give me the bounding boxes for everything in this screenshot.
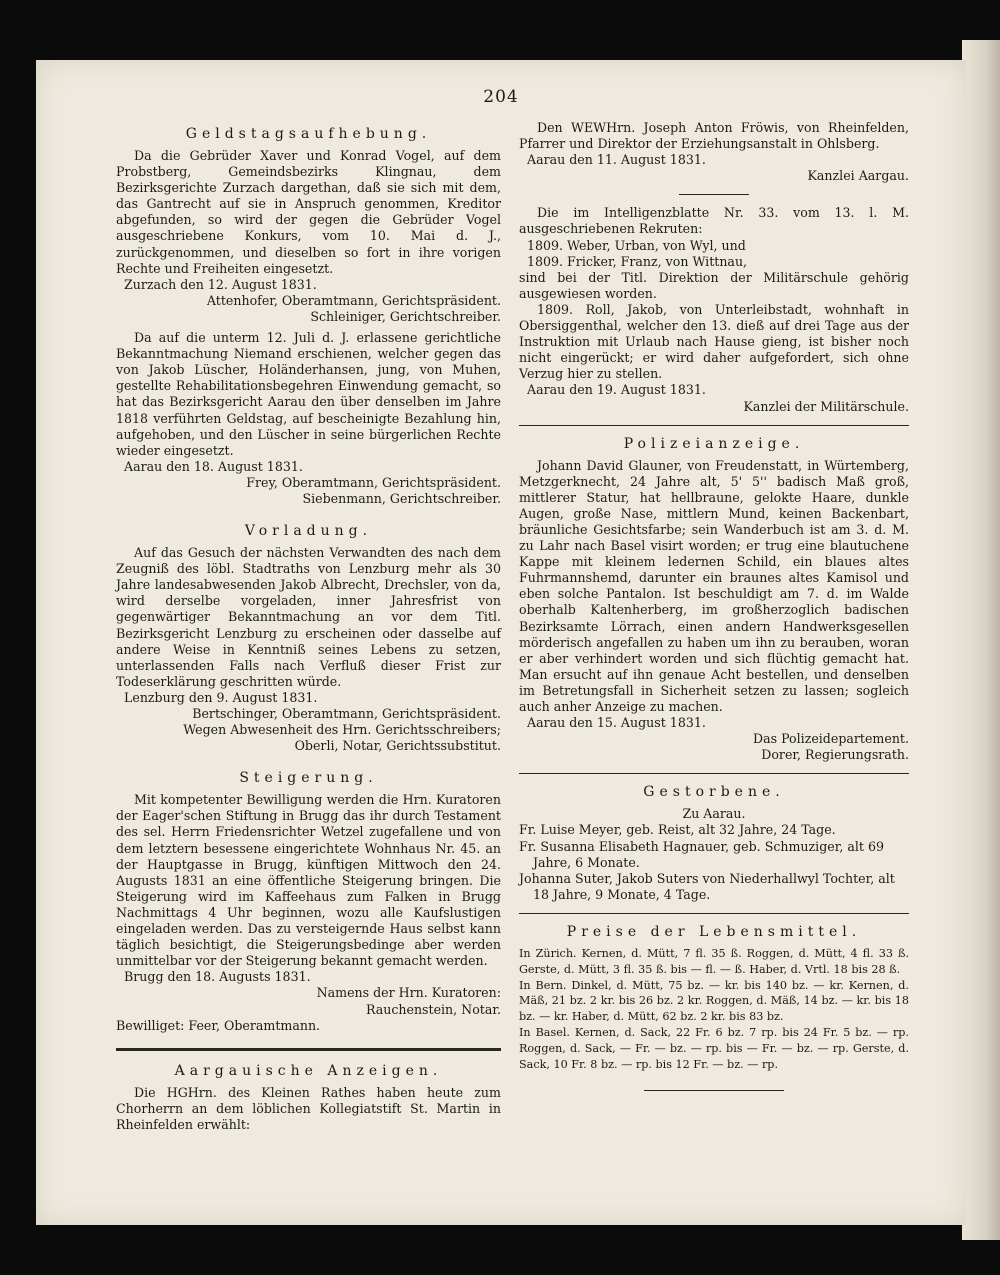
death-entry: Fr. Susanna Elisabeth Hagnauer, geb. Schmuziger, alt 69 Jahre, 6 Monate. bbox=[519, 838, 884, 870]
notice-signature: Oberli, Notar, Gerichtssubstitut. bbox=[294, 738, 501, 754]
notice-signature: Schleiniger, Gerichtschreiber. bbox=[310, 308, 501, 324]
price-entry-bern: In Bern. Dinkel, d. Mütt, 75 bz. — kr. bis 140 bz. — kr. Kernen, d. Mäß, 21 bz. 2 kr. bis 26 bz. 2 kr. Roggen, d. Mäß, 14 bz. — kr. bis 18 bz. — kr. Haber, d. Mütt, 62 bz. 2 kr. bis 83 bz. bbox=[519, 978, 909, 1024]
section-divider bbox=[679, 194, 749, 195]
notice-date: Aarau den 11. August 1831. bbox=[527, 152, 706, 168]
notice-signature: Rauchenstein, Notar. bbox=[365, 1001, 501, 1017]
notice-signature: Das Polizeidepartement. bbox=[753, 731, 909, 747]
notice-chorherr bbox=[519, 120, 909, 184]
notice-vorladung bbox=[116, 523, 501, 754]
end-divider bbox=[644, 1090, 784, 1091]
notice-body: Mit kompetenter Bewilligung werden die Hrn. Kuratoren der Eager'schen Stiftung in Brugg das ihr durch Testament des sel. Herrn Friedensrichter Wetzel zugefallene und von dem letztern besessene eingerichtete Wohnhaus Nr. 45. an der Hauptgasse in Brugg, künftigen Mittwoch den 24. Augusts 1831 an eine öffentliche Steigerung bringen. Die Steigerung wird im Kaffeehaus zum Falken in Brugg Nachmittags 4 Uhr beginnen, wozu alle Kaufslustigen eingeladen werden. Das zu versteigernde Haus selbst kann täglich besichtigt, die Steigerungsbedinge aber werden unmittelbar vor der Steigerung bekannt gemacht werden. bbox=[116, 792, 501, 969]
notice-body: Da die Gebrüder Xaver und Konrad Vogel, auf dem Probstberg, Gemeindsbezirks Klingnau, dem Bezirksgerichte Zurzach dargethan, daß sie sich mit dem, das Gantrecht auf sie in Anspruch genommen, Kreditor abgefunden, so wird der gegen die Gebrüder Vogel ausgeschriebene Konkurs, vom 10. Mai d. J., zurückgenommen, und dieselben so fort in ihre vorigen Rechte und Freiheiten eingesetzt. bbox=[116, 148, 501, 276]
adjacent-page-edge bbox=[962, 40, 1000, 1240]
notice-signature: Namens der Hrn. Kuratoren: bbox=[316, 985, 501, 1001]
notice-body: Johann David Glauner, von Freudenstatt, in Würtemberg, Metzgerknecht, 24 Jahre alt, 5' 5'' badisch Maß groß, mittlerer Statur, hat hellbraune, gelokte Haare, dunkle Augen, große Nase, mittlern Mund, keinen Backenbart, bräunliche Gesichtsfarbe; sein Wanderbuch ist am 3. d. M. zu Lahr nach Basel visirt worden; er trug eine blautuchene Kappe mit kleinem ledernen Schild, ein blaues altes Fuhrmannshemd, darunter ein braunes altes Kamisol und eben solche Pantalon. Ist beschuldigt am 7. d. im Walde oberhalb Kaltenherberg, im großherzoglich badischen Bezirksamte Lörrach, einen andern Handwerksgesellen mörderisch angefallen zu haben um ihn zu berauben, woran er aber verhindert worden und sich flüchtig gemacht hat. Man ersucht auf ihn genaue Acht bestellen, und denselben im Betretungsfall in Sicherheit setzen zu lassen; sogleich auch anher Anzeige zu machen. bbox=[519, 457, 909, 714]
notice-steigerung bbox=[116, 770, 501, 1033]
right-column bbox=[519, 120, 909, 1097]
notice-aargauische-anzeigen bbox=[116, 1063, 501, 1133]
notice-date: Aarau den 15. August 1831. bbox=[527, 715, 706, 731]
notice-approval: Bewilliget: Feer, Oberamtmann. bbox=[116, 1017, 321, 1033]
notice-body: Die HGHrn. des Kleinen Rathes haben heute zum Chorherrn an dem löblichen Kollegiatstift St. Martin in Rheinfelden erwählt: bbox=[116, 1084, 501, 1132]
notice-signature: Attenhofer, Oberamtmann, Gerichtspräsident. bbox=[206, 292, 501, 308]
notice-rekruten bbox=[519, 205, 909, 414]
notice-signature: Kanzlei Aargau. bbox=[807, 168, 909, 184]
notice-signature: Kanzlei der Militärschule. bbox=[743, 398, 909, 414]
section-divider bbox=[519, 913, 909, 914]
notice-date: Lenzburg den 9. August 1831. bbox=[124, 689, 318, 705]
death-entry: Fr. Luise Meyer, geb. Reist, alt 32 Jahre, 24 Tage. bbox=[519, 822, 836, 838]
notice-signature: Frey, Oberamtmann, Gerichtspräsident. bbox=[246, 474, 501, 490]
death-entry: Johanna Suter, Jakob Suters von Niederhallwyl Tochter, alt 18 Jahre, 9 Monate, 4 Tage. bbox=[519, 870, 895, 902]
notice-date: Aarau den 19. August 1831. bbox=[527, 382, 706, 398]
section-heading: Gestorbene. bbox=[643, 784, 785, 801]
section-subheading: Zu Aarau. bbox=[682, 806, 746, 822]
notice-gestorbene bbox=[519, 784, 909, 903]
notice-preise bbox=[519, 924, 909, 1072]
notice-geldstagsaufhebung bbox=[116, 126, 501, 325]
section-heading: Vorladung. bbox=[244, 523, 373, 540]
notice-body: Da auf die unterm 12. Juli d. J. erlassene gerichtliche Bekanntmachung Niemand erschienen, welcher gegen das von Jakob Lüscher, Holänderhansen, jung, von Muhen, gestellte Rehabilitationsbegehren Einwendung gemacht, so hat das Bezirksgericht Aarau den über denselben im Jahre 1818 verführten Geldstag, auf bescheinigte Bezahlung hin, aufgehoben, und den Lüscher in seine bürgerlichen Rechte wieder eingesetzt. bbox=[116, 330, 501, 458]
price-entry-basel: In Basel. Kernen, d. Sack, 22 Fr. 6 bz. 7 rp. bis 24 Fr. 5 bz. — rp. Roggen, d. Sack, — Fr. — bz. — rp. bis — Fr. — bz. — rp. Gerste, d. Sack, 10 Fr. 8 bz. — rp. bis 12 Fr. — bz. — rp. bbox=[519, 1025, 909, 1071]
left-column bbox=[116, 120, 501, 1133]
notice-polizeianzeige bbox=[519, 436, 909, 764]
notice-body: Den WEWHrn. Joseph Anton Fröwis, von Rheinfelden, Pfarrer und Direktor der Erziehungsanstalt in Ohlsberg. bbox=[519, 120, 909, 152]
notice-signature: Dorer, Regierungsrath. bbox=[761, 747, 909, 763]
recruit-entry: 1809. Weber, Urban, von Wyl, und bbox=[527, 237, 746, 253]
recruit-entry: 1809. Fricker, Franz, von Wittnau, bbox=[527, 253, 748, 269]
notice-luescher bbox=[116, 330, 501, 507]
section-heading: Steigerung. bbox=[239, 770, 378, 787]
notice-signature: Bertschinger, Oberamtmann, Gerichtspräsident. bbox=[192, 706, 501, 721]
notice-body: 1809. Roll, Jakob, von Unterleibstadt, wohnhaft in Obersiggenthal, welcher den 13. dieß auf drei Tage aus der Instruktion mit Urlaub nach Hause gieng, ist bisher noch nicht eingerückt; er wird daher aufgefordert, sich ohne Verzug hier zu stellen. bbox=[519, 301, 909, 382]
notice-body: Die im Intelligenzblatte Nr. 33. vom 13. l. M. ausgeschriebenen Rekruten: bbox=[519, 205, 909, 237]
page-number: 204 bbox=[483, 87, 519, 107]
section-heading: Preise der Lebensmittel. bbox=[566, 923, 862, 940]
notice-date: Brugg den 18. Augusts 1831. bbox=[124, 969, 311, 985]
notice-date: Zurzach den 12. August 1831. bbox=[124, 276, 317, 292]
section-heading: Aargauische Anzeigen. bbox=[174, 1062, 443, 1079]
price-entry-zuerich: In Zürich. Kernen, d. Mütt, 7 fl. 35 ß. Roggen, d. Mütt, 4 fl. 33 ß. Gerste, d. Mütt, 3 fl. 35 ß. bis — fl. — ß. Haber, d. Vrtl. 18 bis 28 ß. bbox=[519, 946, 909, 976]
notice-signature: Wegen Abwesenheit des Hrn. Gerichtsschreibers; bbox=[183, 722, 501, 738]
notice-date: Aarau den 18. August 1831. bbox=[124, 458, 303, 474]
notice-signature: Siebenmann, Gerichtschreiber. bbox=[302, 490, 501, 506]
newspaper-page bbox=[36, 60, 966, 1225]
section-divider bbox=[519, 773, 909, 774]
section-divider bbox=[519, 425, 909, 426]
section-heading: Polizeianzeige. bbox=[623, 435, 805, 452]
notice-body: sind bei der Titl. Direktion der Militärschule gehörig ausgewiesen worden. bbox=[519, 269, 909, 301]
notice-body: Auf das Gesuch der nächsten Verwandten des nach dem Zeugniß des löbl. Stadtraths von Lenzburg mehr als 30 Jahre landesabwesenden Jakob Albrecht, Drechsler, von da, wird derselbe vorgeladen, inner Jahresfrist von gegenwärtiger Bekanntmachung an vor dem Titl. Bezirksgericht Lenzburg zu erscheinen oder dasselbe auf andere Weise in Kenntniß seines Lebens zu setzen, unterlassenden Falls nach Verfluß dieser Frist zur Todeserklärung geschritten würde. bbox=[116, 545, 501, 689]
section-heading: Geldstagsaufhebung. bbox=[185, 126, 432, 142]
section-divider bbox=[116, 1048, 501, 1051]
